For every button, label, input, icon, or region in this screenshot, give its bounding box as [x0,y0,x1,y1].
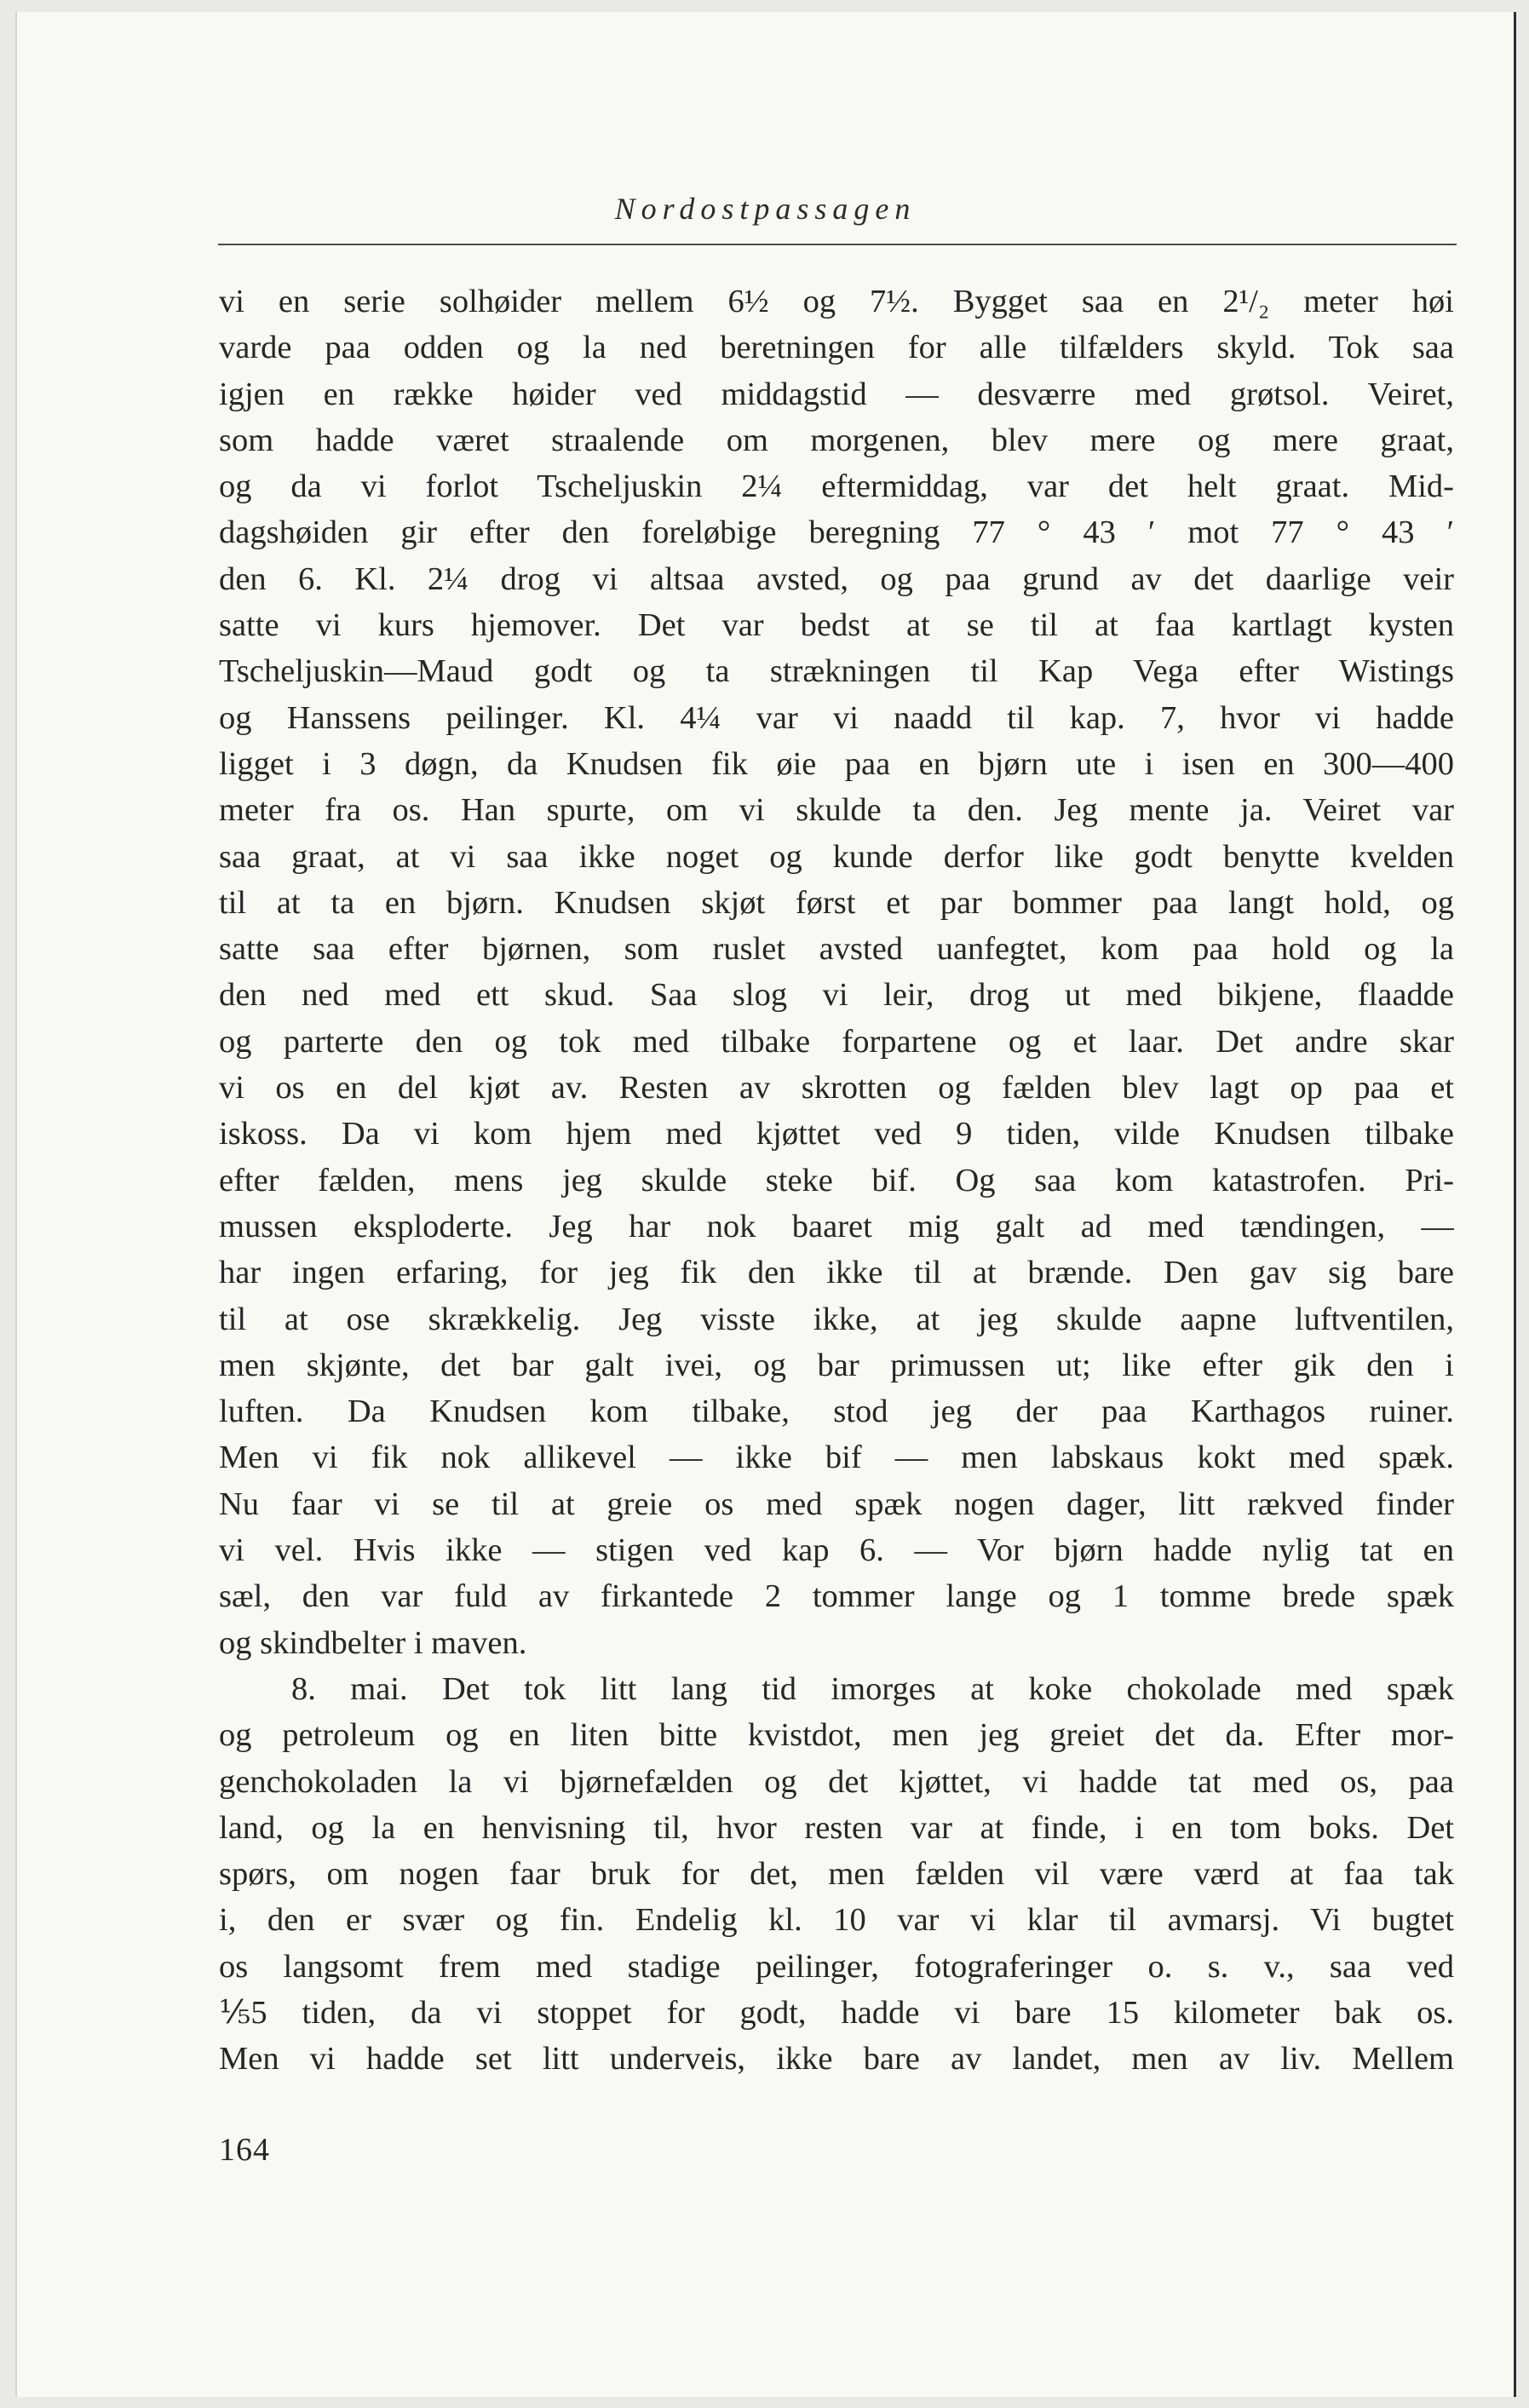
text-line: til at ta en bjørn. Knudsen skjøt først et par bommer paa langt hold, og [219,884,1454,921]
text-line: og Hanssens peilinger. Kl. 4¼ var vi naadd til kap. 7, hvor vi hadde [219,699,1454,736]
text-line: dagshøiden gir efter den foreløbige beregning 77 ° 43 ′ mot 77 ° 43 ′ [219,514,1454,551]
text-line: luften. Da Knudsen kom tilbake, stod jeg der paa Karthagos ruiner. [219,1394,1454,1430]
text-line: mussen eksploderte. Jeg har nok baaret mig galt ad med tændingen, — [219,1208,1454,1244]
text-line: men skjønte, det bar galt ivei, og bar primussen ut; like efter gik den i [219,1347,1454,1383]
text-line: vi en serie solhøider mellem 6½ og 7½. Bygget saa en 2¹/₂ meter høi [219,284,1454,319]
text-line: meter fra os. Han spurte, om vi skulde ta den. Jeg mente ja. Veiret var [219,792,1454,829]
book-page [15,12,1516,2397]
text-line: iskoss. Da vi kom hjem med kjøttet ved 9 tiden, vilde Knudsen tilbake [219,1116,1454,1152]
text-line: igjen en række høider ved middagstid — desværre med grøtsol. Veiret, [219,376,1454,412]
text-line: ⅕5 tiden, da vi stoppet for godt, hadde vi bare 15 kilometer bak os. [219,1994,1454,2031]
text-line: og petroleum og en liten bitte kvistdot, men jeg greiet det da. Efter mor- [219,1717,1454,1754]
text-line: har ingen erfaring, for jeg fik den ikke til at brænde. Den gav sig bare [219,1255,1454,1291]
text-line: satte vi kurs hjemover. Det var bedst at se til at faa kartlagt kysten [219,607,1454,644]
text-line: varde paa odden og la ned beretningen for alle tilfælders skyld. Tok saa [219,330,1454,366]
text-line: den ned med ett skud. Saa slog vi leir, drog ut med bikjene, flaadde [219,977,1454,1014]
text-line: satte saa efter bjørnen, som ruslet avsted uanfegtet, kom paa hold og la [219,931,1454,968]
running-head: Nordostpassagen [614,192,917,226]
text-line: genchokoladen la vi bjørnefælden og det kjøttet, vi hadde tat med os, paa [219,1763,1454,1800]
paragraph-start-line: 8. mai. Det tok litt lang tid imorges at koke chokolade med spæk [291,1670,1454,1707]
text-line: den 6. Kl. 2¼ drog vi altsaa avsted, og paa grund av det daarlige veir [219,560,1454,597]
text-line: Men vi hadde set litt underveis, ikke bare av landet, men av liv. Mellem [219,2041,1454,2078]
text-line: til at ose skrækkelig. Jeg visste ikke, at jeg skulde aapne luftventilen, [219,1301,1454,1337]
text-line: vi os en del kjøt av. Resten av skrotten og fælden blev lagt op paa et [219,1070,1454,1106]
text-line: sæl, den var fuld av firkantede 2 tommer lange og 1 tomme brede spæk [219,1578,1454,1615]
paragraph-end-line: og skindbelter i maven. [219,1624,527,1661]
body-text [219,279,1454,2083]
text-line: spørs, om nogen faar bruk for det, men fælden vil være værd at faa tak [219,1856,1454,1893]
text-line: os langsomt frem med stadige peilinger, fotograferinger o. s. v., saa ved [219,1948,1454,1985]
text-line: vi vel. Hvis ikke — stigen ved kap 6. — Vor bjørn hadde nylig tat en [219,1532,1454,1569]
text-line: Tscheljuskin—Maud godt og ta strækningen til Kap Vega efter Wistings [219,653,1454,690]
text-line: efter fælden, mens jeg skulde steke bif. Og saa kom katastrofen. Pri- [219,1162,1454,1198]
text-line: og da vi forlot Tscheljuskin 2¼ eftermiddag, var det helt graat. Mid- [219,468,1454,505]
header-rule [218,244,1457,245]
text-line: og parterte den og tok med tilbake forpartene og et laar. Det andre skar [219,1023,1454,1060]
text-line: Men vi fik nok allikevel — ikke bif — men labskaus kokt med spæk. [219,1440,1454,1476]
text-line: land, og la en henvisning til, hvor resten var at finde, i en tom boks. Det [219,1809,1454,1846]
text-line: Nu faar vi se til at greie os med spæk nogen dager, litt rækved finder [219,1486,1454,1522]
text-line: ligget i 3 døgn, da Knudsen fik øie paa en bjørn ute i isen en 300—400 [219,745,1454,782]
page-number: 164 [219,2132,270,2168]
text-line: i, den er svær og fin. Endelig kl. 10 var vi klar til avmarsj. Vi bugtet [219,1902,1454,1939]
text-line: saa graat, at vi saa ikke noget og kunde derfor like godt benytte kvelden [219,838,1454,875]
text-line: som hadde været straalende om morgenen, blev mere og mere graat, [219,422,1454,458]
